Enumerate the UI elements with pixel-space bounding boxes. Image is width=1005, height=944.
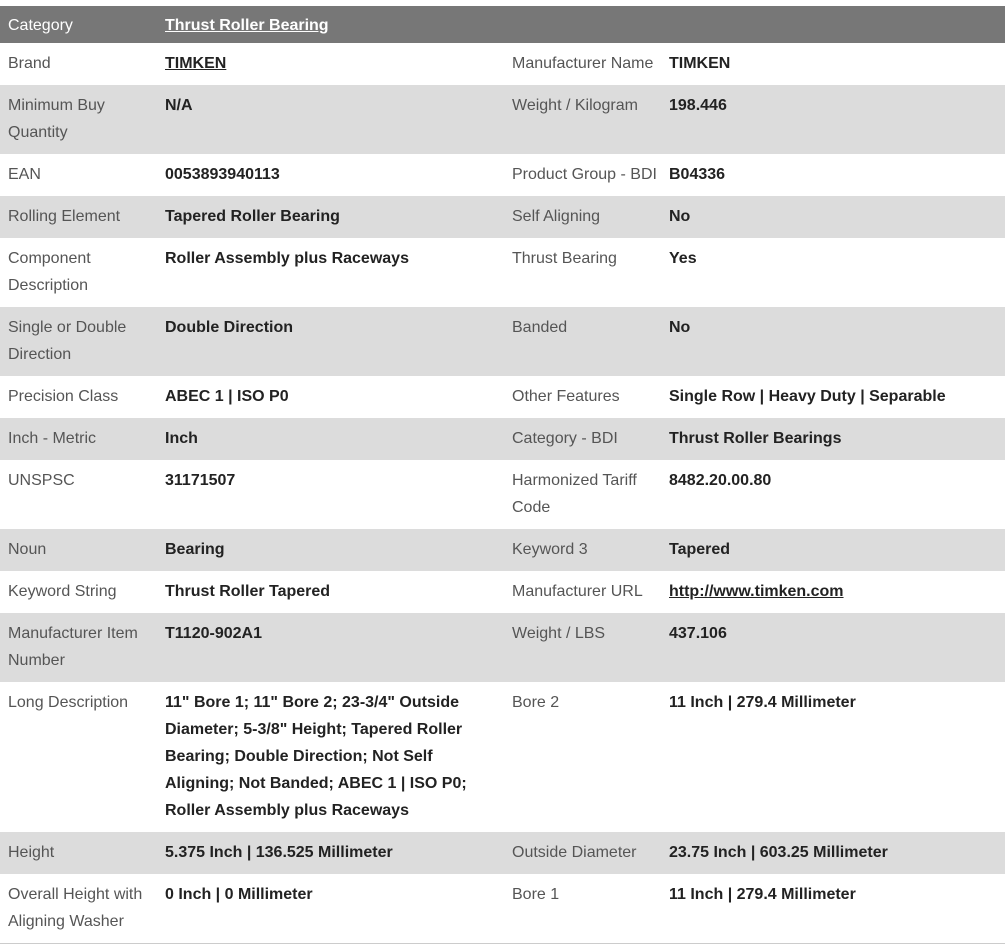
spec-label: Minimum Buy Quantity	[0, 85, 157, 154]
table-row	[0, 613, 1005, 682]
spec-label: Bore 2	[512, 694, 560, 711]
spec-value: Roller Assembly plus Raceways	[165, 250, 409, 267]
table-row	[0, 85, 1005, 154]
spec-value: 23.75 Inch | 603.25 Millimeter	[661, 832, 1005, 874]
spec-value: B04336	[669, 166, 726, 183]
table-row	[0, 238, 1005, 307]
spec-label: Noun	[0, 529, 157, 571]
brand-link[interactable]: TIMKEN	[165, 55, 227, 72]
spec-label: Product Group - BDI	[512, 166, 657, 183]
table-row	[0, 571, 1005, 613]
spec-value: Thrust Roller Tapered	[165, 583, 331, 600]
spec-value: 0053893940113	[165, 166, 280, 183]
spec-label: Other Features	[512, 388, 620, 405]
spec-value: 8482.20.00.80	[669, 472, 772, 489]
spec-value: Yes	[669, 250, 697, 267]
spec-value: No	[661, 307, 1005, 376]
category-label: Category	[0, 6, 157, 43]
table-row	[0, 832, 1005, 874]
spec-value: Inch	[157, 418, 504, 460]
spec-label: Single or Double Direction	[0, 307, 157, 376]
category-link[interactable]: Thrust Roller Bearing	[165, 17, 329, 34]
spec-table	[0, 6, 1005, 944]
spec-label: Keyword String	[8, 583, 117, 600]
spec-label: Outside Diameter	[504, 832, 661, 874]
product-specs	[0, 6, 1005, 944]
spec-value: Bearing	[157, 529, 504, 571]
table-row	[0, 307, 1005, 376]
spec-value: No	[661, 196, 1005, 238]
spec-value: 31171507	[165, 472, 236, 489]
table-row	[0, 154, 1005, 196]
spec-label: Precision Class	[8, 388, 119, 405]
spec-label: Self Aligning	[504, 196, 661, 238]
spec-value: 5.375 Inch | 136.525 Millimeter	[157, 832, 504, 874]
spec-value: Single Row | Heavy Duty | Separable	[669, 388, 946, 405]
table-row	[0, 460, 1005, 529]
spec-value: 198.446	[661, 85, 1005, 154]
spec-label: Manufacturer Item Number	[0, 613, 157, 682]
spec-label: Weight / Kilogram	[504, 85, 661, 154]
spec-value: 437.106	[661, 613, 1005, 682]
spec-value: ABEC 1 | ISO P0	[165, 388, 289, 405]
spec-label: Brand	[8, 55, 51, 72]
spec-label: UNSPSC	[8, 472, 75, 489]
table-row	[0, 529, 1005, 571]
category-row	[0, 6, 1005, 43]
spec-value: Thrust Roller Bearings	[661, 418, 1005, 460]
table-row	[0, 874, 1005, 944]
spec-label: Long Description	[8, 694, 129, 711]
table-row	[0, 43, 1005, 85]
spec-value: Tapered Roller Bearing	[157, 196, 504, 238]
spec-label: Bore 1	[504, 874, 661, 944]
spec-label: EAN	[8, 166, 41, 183]
spec-value: TIMKEN	[669, 55, 731, 72]
table-row	[0, 376, 1005, 418]
table-row	[0, 682, 1005, 832]
manufacturer-url-link[interactable]: http://www.timken.com	[669, 583, 844, 600]
spec-value: 0 Inch | 0 Millimeter	[157, 874, 504, 944]
spec-label: Keyword 3	[504, 529, 661, 571]
spec-label: Component Description	[8, 250, 91, 294]
spec-label: Inch - Metric	[0, 418, 157, 460]
spec-label: Manufacturer Name	[512, 55, 654, 72]
spec-label: Overall Height with Aligning Washer	[0, 874, 157, 944]
spec-label: Manufacturer URL	[512, 583, 643, 600]
table-row	[0, 196, 1005, 238]
spec-label: Weight / LBS	[504, 613, 661, 682]
spec-value: 11 Inch | 279.4 Millimeter	[669, 694, 856, 711]
spec-value: N/A	[157, 85, 504, 154]
spec-value: T1120-902A1	[157, 613, 504, 682]
spec-label: Harmonized Tariff Code	[512, 472, 637, 516]
table-row	[0, 418, 1005, 460]
spec-value: Tapered	[661, 529, 1005, 571]
spec-value: Double Direction	[157, 307, 504, 376]
spec-label: Thrust Bearing	[512, 250, 617, 267]
spec-value: 11 Inch | 279.4 Millimeter	[661, 874, 1005, 944]
spec-label: Height	[0, 832, 157, 874]
spec-label: Category - BDI	[504, 418, 661, 460]
spec-label: Banded	[504, 307, 661, 376]
spec-label: Rolling Element	[0, 196, 157, 238]
spec-value: 11" Bore 1; 11" Bore 2; 23-3/4" Outside Diameter; 5-3/8" Height; Tapered Roller Bearing; Double Direction; Not Self Aligning; Not Banded; ABEC 1 | ISO P0; Roller Assembly plus Raceways	[165, 694, 467, 819]
